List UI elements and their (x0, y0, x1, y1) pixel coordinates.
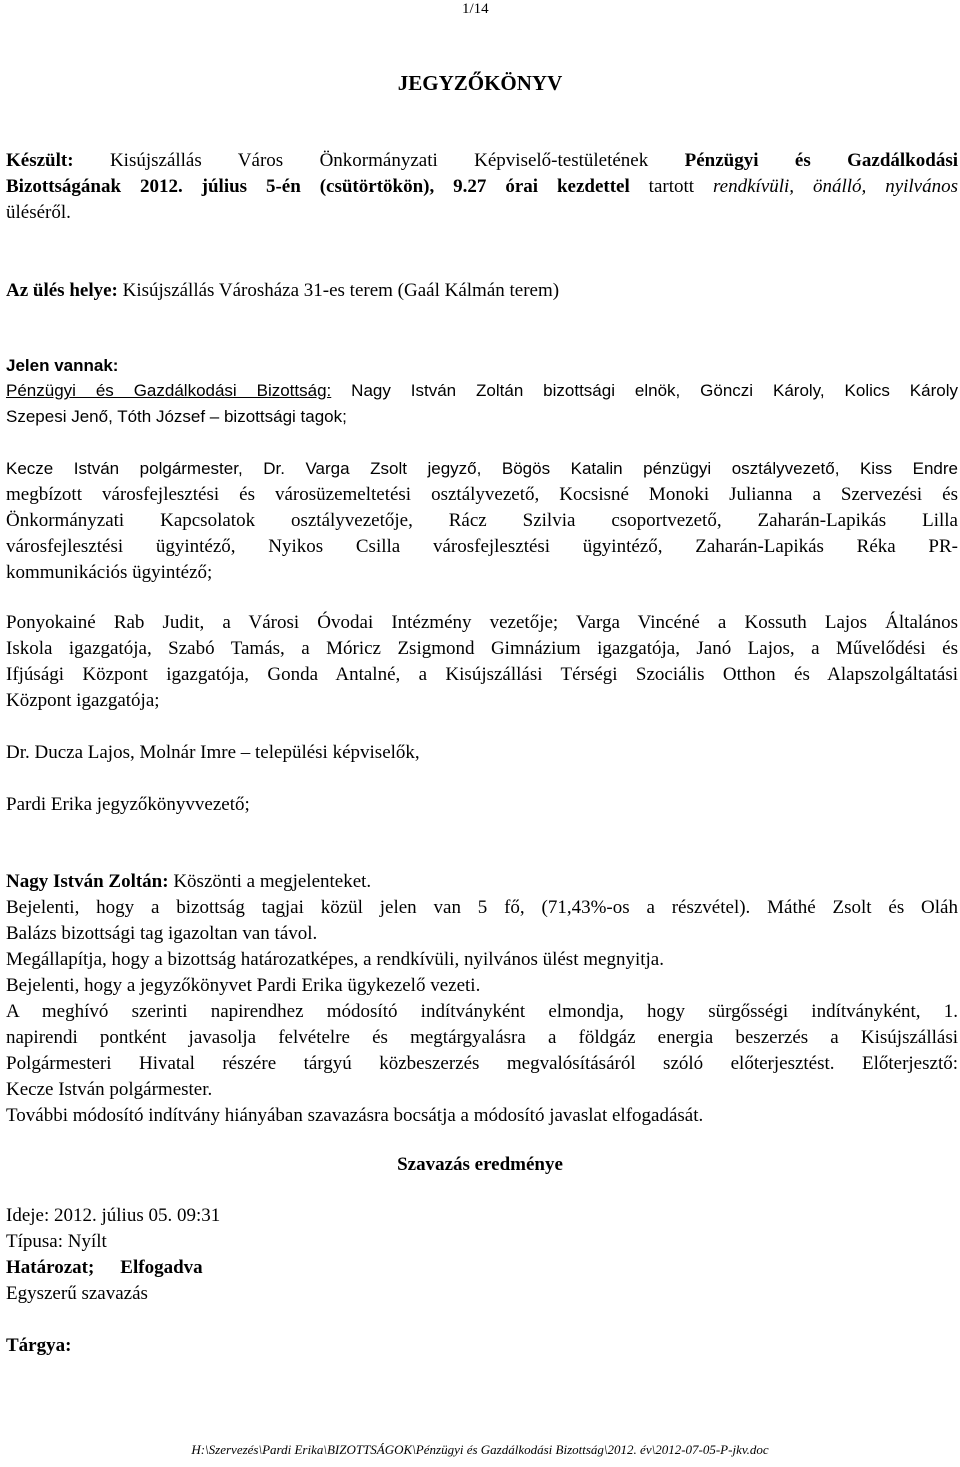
proceedings-paragraph (6, 869, 958, 1129)
committee-members-2: Szepesi Jenő, Tóth József – bizottsági tagok; (6, 407, 347, 426)
intro-paragraph (6, 148, 958, 226)
speaker-name: Nagy István Zoltán: (6, 871, 169, 892)
staff-line-2: megbízott városfejlesztési és városüzemeltetési osztályvezető, Kocsisné Monoki Julianna a Szervezési és (6, 484, 958, 505)
proceedings-line-9: További módosító indítvány hiányában szavazásra bocsátja a módosító javaslat elfogadását. (6, 1105, 704, 1126)
inst-line-1: Ponyokainé Rab Judit, a Városi Óvodai Intézmény vezetője; Varga Vincéné a Kossuth Lajos Általános (6, 612, 958, 633)
inst-line-4: Központ igazgatója; (6, 690, 160, 711)
intro-session-type: rendkívüli, önálló, nyilvános (712, 176, 959, 197)
proceedings-line-6: napirendi pontként javasolja felvételre és megtárgyalásra a földgáz energia beszerzés a Kisújszállási (6, 1027, 958, 1048)
staff-paragraph (6, 456, 958, 586)
proceedings-line-5: A meghívó szerinti napirendhez módosító indítványként elmondja, hogy sürgősségi indítványként, 1. (6, 1001, 958, 1022)
vote-type: Típusa: Nyílt (6, 1231, 107, 1252)
inst-line-3: Ifjúsági Központ igazgatója, Gonda Antalné, a Kisújszállási Térségi Szociális Otthon és Alapszolgáltatási (6, 664, 958, 685)
inst-line-2: Iskola igazgatója, Szabó Tamás, a Móricz Zsigmond Gimnázium igazgatója, Janó Lajos, a Művelődési és (6, 638, 958, 659)
institutions-paragraph (6, 610, 958, 714)
footer-file-path: H:\Szervezés\Pardi Erika\BIZOTTSÁGOK\Pénzügyi és Gazdálkodási Bizottság\2012. év\2012-07-05-P-jkv.doc (191, 1442, 769, 1457)
intro-text-2: tartott (648, 176, 695, 197)
proceedings-line-4: Bejelenti, hogy a jegyzőkönyvet Pardi Erika ügykezelő vezeti. (6, 975, 481, 996)
vote-date: Ideje: 2012. július 05. 09:31 (6, 1205, 221, 1226)
greeting-text: Köszönti a megjelenteket. (173, 871, 372, 892)
venue-line (6, 278, 559, 304)
staff-line-5: kommunikációs ügyintéző; (6, 562, 213, 583)
venue-label: Az ülés helye: (6, 280, 118, 301)
recorder-line: Pardi Erika jegyzőkönyvvezető; (6, 794, 250, 815)
intro-text-3: üléséről. (6, 202, 71, 223)
decision-value: Elfogadva (120, 1257, 203, 1278)
proceedings-line-1: Bejelenti, hogy a bizottság tagjai közül jelen van 5 fő, (71,43%-os a részvétel). Máthé Zsolt és Oláh (6, 897, 958, 918)
intro-committee-name: Pénzügyi és Gazdálkodási (684, 150, 958, 171)
vote-subject-label: Tárgya: (6, 1335, 72, 1356)
vote-kind: Egyszerű szavazás (6, 1283, 148, 1304)
staff-line-3: Önkormányzati Kapcsolatok osztályvezetője, Rácz Szilvia csoportvezető, Zaharán-Lapikás Lilla (6, 510, 958, 531)
venue-text: Kisújszállás Városháza 31-es terem (Gaál Kálmán terem) (122, 280, 560, 301)
proceedings-line-2: Balázs bizottsági tag igazoltan van távol. (6, 923, 318, 944)
present-heading: Jelen vannak: (6, 356, 119, 375)
intro-date-time: Bizottságának 2012. július 5-én (csütörtökön), 9.27 órai kezdettel (6, 176, 630, 197)
intro-label: Készült: (6, 150, 74, 171)
committee-members-1: Nagy István Zoltán bizottsági elnök, Gönczi Károly, Kolics Károly (351, 381, 958, 400)
proceedings-line-3: Megállapítja, hogy a bizottság határozatképes, a rendkívüli, nyilvános ülést megnyitja. (6, 949, 664, 970)
representatives-line: Dr. Ducza Lajos, Molnár Imre – települési képviselők, (6, 742, 420, 763)
vote-decision (6, 1255, 203, 1281)
page-number: 1/14 (462, 1, 489, 17)
decision-label: Határozat; (6, 1257, 95, 1278)
intro-text-1: Kisújszállás Város Önkormányzati Képviselő-testületének (109, 150, 649, 171)
committee-label: Pénzügyi és Gazdálkodási Bizottság: (6, 381, 332, 400)
committee-members (6, 378, 958, 430)
page-title: JEGYZŐKÖNYV (397, 71, 563, 95)
staff-line-4: városfejlesztési ügyintéző, Nyikos Csilla városfejlesztési ügyintéző, Zaharán-Lapikás Réka PR- (6, 536, 958, 557)
proceedings-line-7: Polgármesteri Hivatal részére tárgyú közbeszerzés megvalósításáról szóló előterjesztést. Előterjesztő: (6, 1053, 958, 1074)
proceedings-line-8: Kecze István polgármester. (6, 1079, 213, 1100)
staff-line-1: Kecze István polgármester, Dr. Varga Zsolt jegyző, Bögös Katalin pénzügyi osztályvezető, Kiss Endre (6, 459, 958, 478)
vote-heading: Szavazás eredménye (397, 1154, 563, 1175)
